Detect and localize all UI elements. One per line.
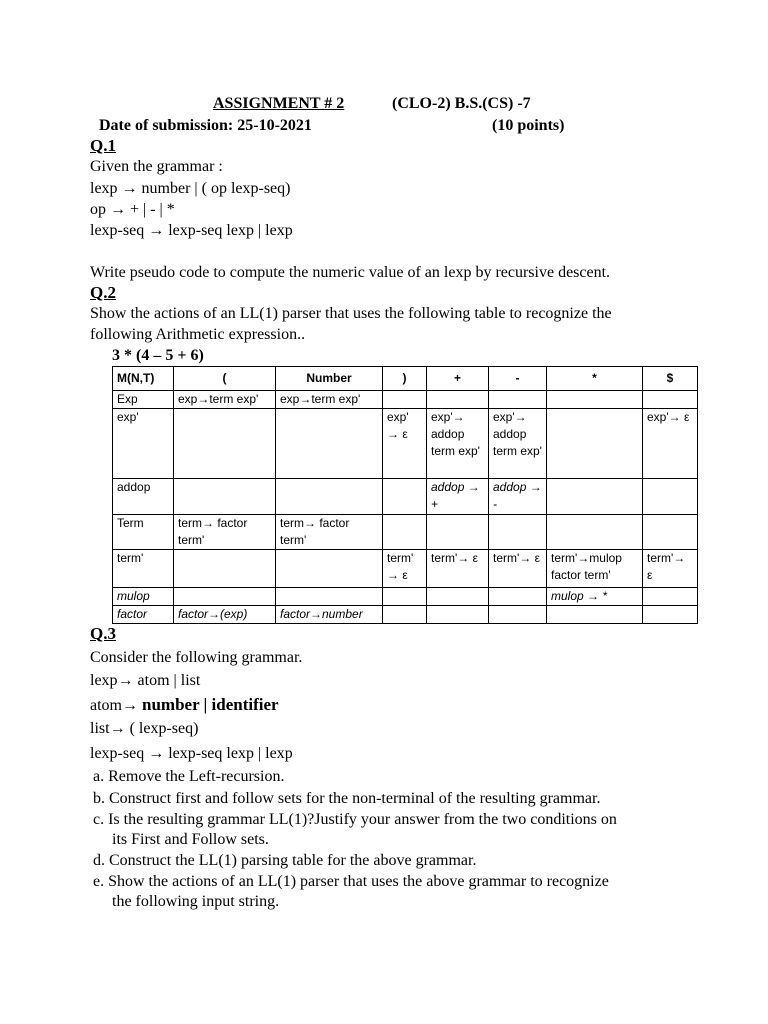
table-cell: Term bbox=[113, 515, 174, 550]
table-cell bbox=[489, 391, 547, 409]
table-header-cell: ( bbox=[174, 367, 276, 391]
table-cell bbox=[427, 515, 489, 550]
points-label: (10 points) bbox=[492, 117, 565, 134]
q2-expression: 3 * (4 – 5 + 6) bbox=[112, 347, 204, 364]
table-cell bbox=[643, 606, 698, 624]
table-cell bbox=[489, 606, 547, 624]
table-cell: factor bbox=[113, 606, 174, 624]
parsing-table bbox=[112, 366, 698, 624]
q2-heading: Q.2 bbox=[90, 283, 116, 302]
table-cell bbox=[643, 515, 698, 550]
table-cell: addop → + bbox=[427, 479, 489, 515]
table-cell: addop → - bbox=[489, 479, 547, 515]
q1-line: Given the grammar : bbox=[90, 158, 223, 175]
table-cell bbox=[383, 588, 427, 606]
table-cell bbox=[489, 588, 547, 606]
table-cell bbox=[276, 550, 383, 588]
q3-intro: Consider the following grammar. bbox=[90, 649, 303, 666]
q3-item: c. Is the resulting grammar LL(1)?Justify your answer from the two conditions on bbox=[93, 811, 617, 828]
table-cell bbox=[547, 391, 643, 409]
q3-atom-rhs: number | identifier bbox=[142, 695, 279, 714]
q3-grammar-line: lexp→ atom | list bbox=[90, 672, 201, 689]
q1-line: lexp → number | ( op lexp-seq) bbox=[90, 180, 291, 197]
table-cell bbox=[383, 606, 427, 624]
table-cell: term'→ ε bbox=[643, 550, 698, 588]
q3-item: a. Remove the Left-recursion. bbox=[93, 768, 285, 785]
table-cell: term' bbox=[113, 550, 174, 588]
table-cell: term'→ ε bbox=[427, 550, 489, 588]
q3-item: its First and Follow sets. bbox=[112, 831, 269, 848]
q3-grammar-line: lexp-seq → lexp-seq lexp | lexp bbox=[90, 745, 293, 762]
table-header-cell: Number bbox=[276, 367, 383, 391]
table-cell bbox=[174, 550, 276, 588]
table-cell bbox=[643, 391, 698, 409]
table-cell bbox=[427, 606, 489, 624]
table-cell bbox=[547, 479, 643, 515]
q3-atom-lhs: atom→ bbox=[90, 697, 138, 714]
table-cell: mulop → * bbox=[547, 588, 643, 606]
table-header-cell: $ bbox=[643, 367, 698, 391]
table-cell bbox=[383, 391, 427, 409]
table-cell bbox=[276, 588, 383, 606]
table-cell: term'→mulop factor term' bbox=[547, 550, 643, 588]
table-header-cell: - bbox=[489, 367, 547, 391]
table-cell bbox=[547, 515, 643, 550]
q2-line: following Arithmetic expression.. bbox=[90, 326, 306, 343]
table-cell bbox=[383, 515, 427, 550]
q2-line: Show the actions of an LL(1) parser that uses the following table to recognize the bbox=[90, 305, 612, 322]
assignment-title: ASSIGNMENT # 2 bbox=[213, 95, 345, 112]
table-cell: exp' → ε bbox=[383, 409, 427, 479]
table-cell bbox=[174, 588, 276, 606]
q3-item: e. Show the actions of an LL(1) parser that uses the above grammar to recognize bbox=[93, 873, 609, 890]
table-row bbox=[113, 606, 698, 624]
table-cell: exp'→ addop term exp' bbox=[427, 409, 489, 479]
table-cell: factor→(exp) bbox=[174, 606, 276, 624]
table-header-row bbox=[113, 367, 698, 391]
table-row bbox=[113, 391, 698, 409]
table-cell bbox=[489, 515, 547, 550]
table-cell: mulop bbox=[113, 588, 174, 606]
table-cell: term→ factor term' bbox=[174, 515, 276, 550]
table-row bbox=[113, 479, 698, 515]
q3-grammar-line bbox=[90, 695, 279, 716]
q3-item: b. Construct first and follow sets for the non-terminal of the resulting grammar. bbox=[93, 790, 601, 807]
table-cell bbox=[276, 409, 383, 479]
q1-line: lexp-seq → lexp-seq lexp | lexp bbox=[90, 222, 293, 239]
table-cell: Exp bbox=[113, 391, 174, 409]
table-cell: exp→term exp' bbox=[174, 391, 276, 409]
table-header-cell: M(N,T) bbox=[113, 367, 174, 391]
table-row bbox=[113, 409, 698, 479]
table-cell: factor→number bbox=[276, 606, 383, 624]
table-cell: exp'→ addop term exp' bbox=[489, 409, 547, 479]
submission-date: Date of submission: 25-10-2021 bbox=[99, 117, 312, 134]
table-cell bbox=[427, 391, 489, 409]
q3-item: d. Construct the LL(1) parsing table for the above grammar. bbox=[93, 852, 477, 869]
table-cell: exp'→ ε bbox=[643, 409, 698, 479]
q1-line: op → + | - | * bbox=[90, 201, 175, 218]
table-row bbox=[113, 550, 698, 588]
table-cell bbox=[383, 479, 427, 515]
table-cell bbox=[174, 479, 276, 515]
table-header-cell: ) bbox=[383, 367, 427, 391]
table-cell: term'→ ε bbox=[489, 550, 547, 588]
table-cell bbox=[547, 409, 643, 479]
table-cell: addop bbox=[113, 479, 174, 515]
table-cell: exp→term exp' bbox=[276, 391, 383, 409]
table-cell: exp' bbox=[113, 409, 174, 479]
table-row bbox=[113, 588, 698, 606]
table-cell bbox=[276, 479, 383, 515]
course-info: (CLO-2) B.S.(CS) -7 bbox=[392, 95, 531, 112]
table-cell: term→ factor term' bbox=[276, 515, 383, 550]
q1-line: Write pseudo code to compute the numeric value of an lexp by recursive descent. bbox=[90, 264, 611, 281]
table-cell bbox=[547, 606, 643, 624]
table-cell bbox=[174, 409, 276, 479]
q3-heading: Q.3 bbox=[90, 624, 116, 643]
table-row bbox=[113, 515, 698, 550]
table-cell bbox=[643, 588, 698, 606]
q3-grammar-line: list→ ( lexp-seq) bbox=[90, 720, 199, 737]
q1-heading: Q.1 bbox=[90, 136, 116, 155]
table-cell: term' → ε bbox=[383, 550, 427, 588]
table-cell bbox=[643, 479, 698, 515]
table-header-cell: + bbox=[427, 367, 489, 391]
table-header-cell: * bbox=[547, 367, 643, 391]
q3-item: the following input string. bbox=[112, 893, 280, 910]
table-cell bbox=[427, 588, 489, 606]
